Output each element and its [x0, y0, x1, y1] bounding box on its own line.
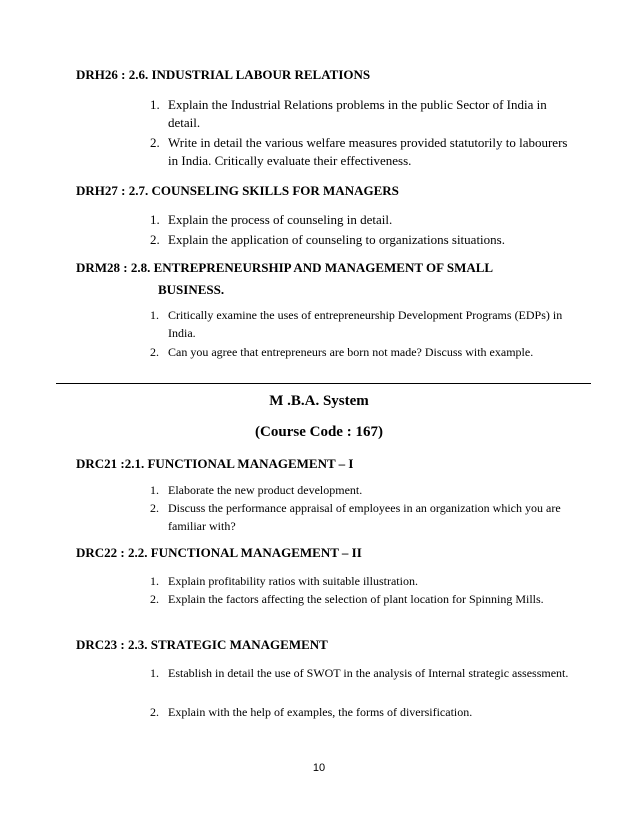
item-number: 2. [150, 705, 159, 719]
heading-line-continued: BUSINESS. [158, 282, 225, 297]
item-text: Write in detail the various welfare measures provided statutorily to labourers in India. Critically evaluate their effectiveness. [168, 135, 568, 168]
item-number: 2. [150, 232, 160, 247]
list-item [150, 664, 570, 682]
horizontal-divider [56, 383, 591, 384]
item-text: Explain profitability ratios with suitable illustration. [168, 574, 418, 588]
item-number: 1. [150, 574, 159, 588]
item-number: 1. [150, 97, 160, 112]
section-heading-drh27: DRH27 : 2.7. COUNSELING SKILLS FOR MANAGERS [76, 183, 399, 198]
item-text: Explain with the help of examples, the forms of diversification. [168, 705, 473, 719]
item-number: 1. [150, 666, 159, 680]
list-item [150, 306, 570, 342]
item-number: 2. [150, 345, 159, 359]
item-text: Explain the application of counseling to organizations situations. [168, 232, 505, 247]
list-item [150, 572, 570, 590]
item-number: 2. [150, 135, 160, 150]
item-text: Explain the factors affecting the selection of plant location for Spinning Mills. [168, 592, 544, 606]
list-item [150, 134, 570, 170]
item-text: Explain the Industrial Relations problems in the public Sector of India in detail. [168, 97, 547, 130]
list-item [150, 211, 570, 229]
item-text: Discuss the performance appraisal of employees in an organization which you are familiar with? [168, 501, 561, 533]
section-heading-drc21: DRC21 :2.1. FUNCTIONAL MANAGEMENT – I [76, 456, 354, 471]
list-item [150, 481, 570, 499]
list-item [150, 703, 570, 721]
section-heading-drh26: DRH26 : 2.6. INDUSTRIAL LABOUR RELATIONS [76, 67, 371, 82]
list-item [150, 590, 570, 608]
item-text: Critically examine the uses of entrepreneurship Development Programs (EDPs) in India. [168, 308, 563, 340]
system-title: M .B.A. System [269, 393, 369, 409]
item-number: 1. [150, 212, 160, 227]
section-heading-drm28 [76, 260, 493, 298]
list-item [150, 96, 570, 132]
item-text: Establish in detail the use of SWOT in the analysis of Internal strategic assessment. [168, 666, 569, 680]
course-code: (Course Code : 167) [255, 424, 383, 440]
list-item [150, 231, 570, 249]
item-text: Explain the process of counseling in detail. [168, 212, 393, 227]
heading-line: DRM28 : 2.8. ENTREPRENEURSHIP AND MANAGEMENT OF SMALL [76, 260, 494, 275]
list-item [150, 343, 570, 361]
list-item [150, 499, 570, 535]
page-number: 10 [312, 762, 326, 774]
item-number: 2. [150, 501, 159, 515]
section-heading-drc22: DRC22 : 2.2. FUNCTIONAL MANAGEMENT – II [76, 545, 362, 560]
item-number: 2. [150, 592, 159, 606]
item-text: Elaborate the new product development. [168, 483, 363, 497]
section-heading-drc23: DRC23 : 2.3. STRATEGIC MANAGEMENT [76, 637, 328, 652]
item-number: 1. [150, 483, 159, 497]
item-number: 1. [150, 308, 159, 322]
item-text: Can you agree that entrepreneurs are born not made? Discuss with example. [168, 345, 534, 359]
